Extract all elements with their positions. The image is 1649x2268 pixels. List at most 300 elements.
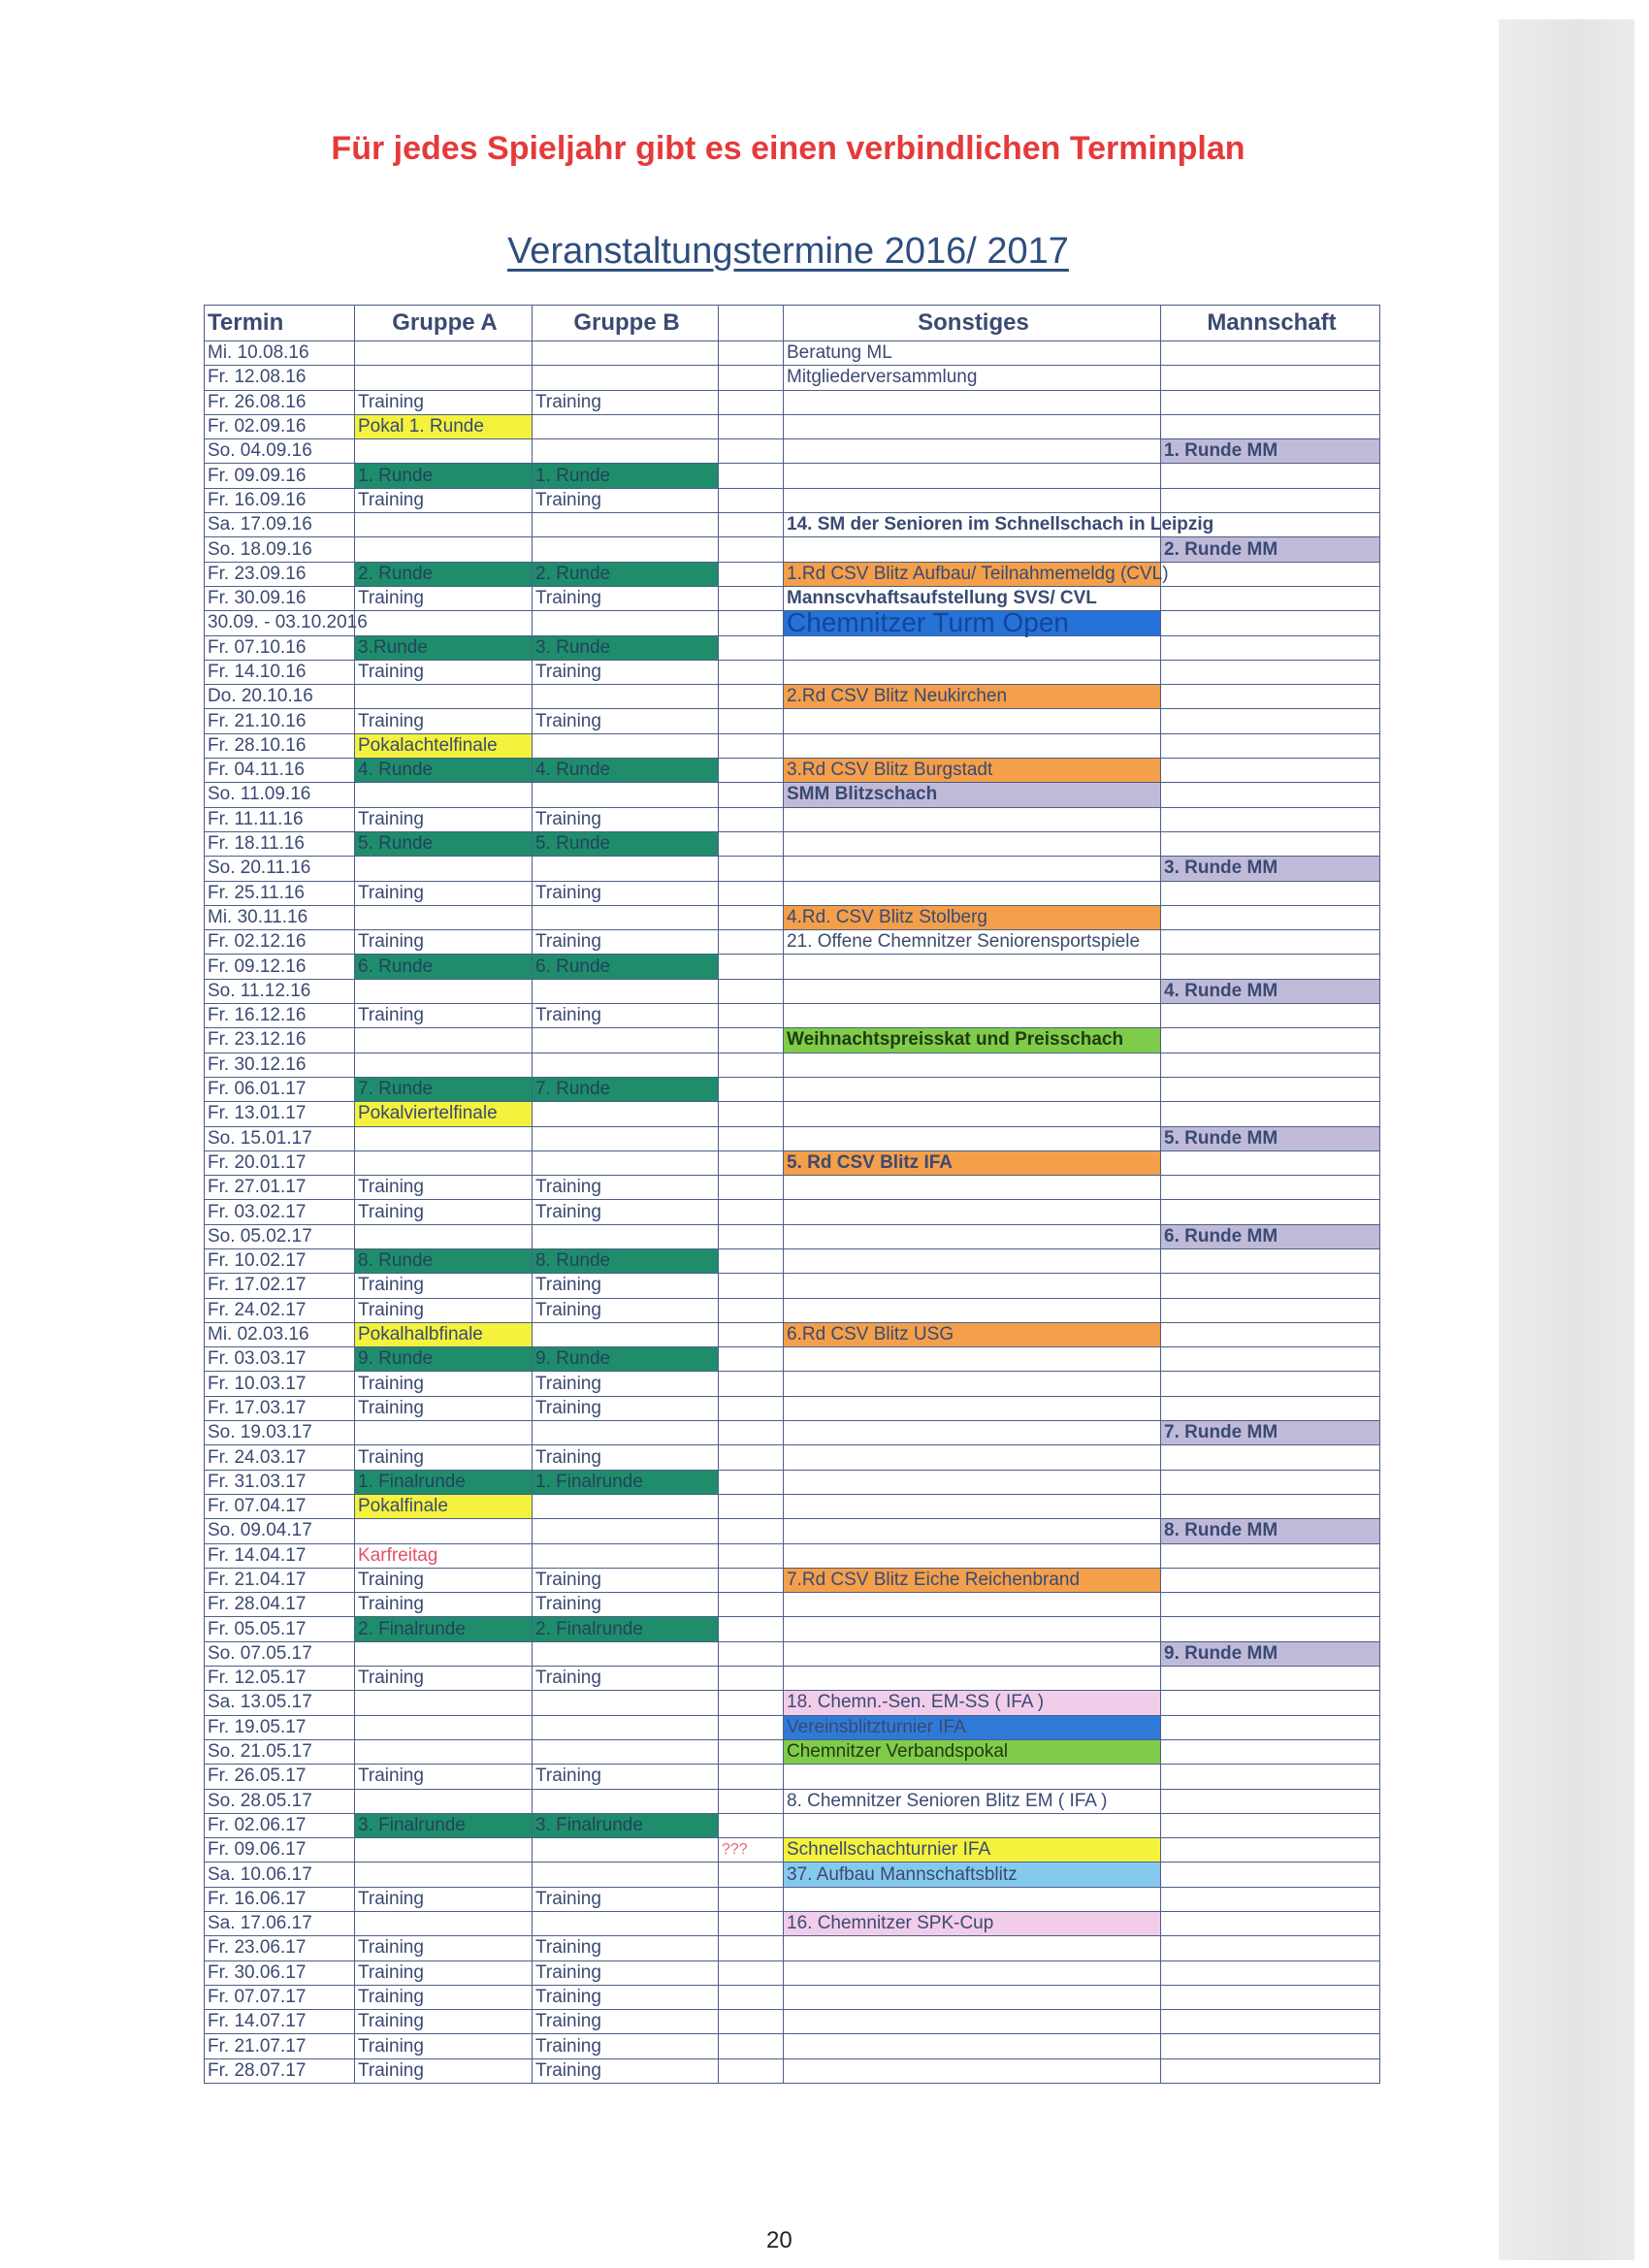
cell-mannschaft [1161,1445,1380,1470]
cell-sonstiges: Chemnitzer Turm Open [784,611,1161,635]
cell-note [719,1863,784,1887]
cell-gruppe-b: 3. Finalrunde [533,1813,719,1837]
cell-sonstiges [784,857,1161,881]
cell-sonstiges: 16. Chemnitzer SPK-Cup [784,1912,1161,1936]
cell-sonstiges [784,1617,1161,1641]
table-row [205,1372,1380,1396]
cell-mannschaft: 3. Runde MM [1161,857,1380,881]
cell-sonstiges: 21. Offene Chemnitzer Seniorensportspiele [784,930,1161,955]
cell-termin: So. 04.09.16 [205,439,355,464]
table-row [205,488,1380,512]
cell-gruppe-a: 9. Runde [355,1347,533,1372]
cell-mannschaft [1161,2010,1380,2034]
cell-mannschaft [1161,1077,1380,1101]
cell-mannschaft [1161,341,1380,366]
cell-gruppe-b: Training [533,488,719,512]
cell-mannschaft [1161,807,1380,831]
table-row [205,2010,1380,2034]
cell-sonstiges [784,1887,1161,1911]
cell-termin: Fr. 21.10.16 [205,709,355,733]
cell-sonstiges [784,1765,1161,1789]
cell-gruppe-b [533,1028,719,1053]
cell-gruppe-b: Training [533,1887,719,1911]
cell-mannschaft: 7. Runde MM [1161,1421,1380,1445]
cell-mannschaft [1161,1494,1380,1518]
cell-mannschaft [1161,1102,1380,1126]
cell-sonstiges [784,1298,1161,1322]
cell-gruppe-a [355,1739,533,1764]
cell-gruppe-b: 1. Runde [533,464,719,488]
table-row [205,1789,1380,1813]
cell-mannschaft [1161,881,1380,905]
cell-sonstiges [784,1641,1161,1666]
column-header-mannschaft: Mannschaft [1161,306,1380,341]
cell-mannschaft [1161,1150,1380,1175]
page-headline: Für jedes Spieljahr gibt es einen verbindlichen Terminplan [331,130,1245,167]
cell-gruppe-b [533,1739,719,1764]
cell-sonstiges [784,1126,1161,1150]
cell-mannschaft: 2. Runde MM [1161,537,1380,562]
cell-note [719,1372,784,1396]
cell-termin: Fr. 03.02.17 [205,1200,355,1224]
cell-termin: Sa. 10.06.17 [205,1863,355,1887]
cell-gruppe-b [533,905,719,929]
cell-termin: Fr. 25.11.16 [205,881,355,905]
cell-gruppe-b [533,1224,719,1248]
cell-gruppe-b: Training [533,1985,719,2009]
cell-note [719,586,784,610]
cell-mannschaft: 8. Runde MM [1161,1519,1380,1543]
cell-gruppe-a: Training [355,2010,533,2034]
cell-gruppe-b: 7. Runde [533,1077,719,1101]
schedule-body [205,341,1380,2084]
cell-gruppe-a: Training [355,390,533,414]
cell-termin: So. 11.12.16 [205,979,355,1003]
cell-mannschaft: 9. Runde MM [1161,1641,1380,1666]
column-header-termin: Termin [205,306,355,341]
table-row [205,1322,1380,1346]
cell-gruppe-a [355,366,533,390]
cell-termin: Sa. 13.05.17 [205,1691,355,1715]
cell-note [719,1641,784,1666]
cell-termin: 30.09. - 03.10.2016 [205,611,355,635]
cell-mannschaft [1161,1053,1380,1077]
cell-sonstiges: Weihnachtspreisskat und Preisschach [784,1028,1161,1053]
cell-termin: So. 11.09.16 [205,783,355,807]
cell-note [719,1224,784,1248]
cell-note [719,390,784,414]
cell-termin: Fr. 09.09.16 [205,464,355,488]
cell-gruppe-a: 5. Runde [355,831,533,856]
cell-gruppe-a: Training [355,709,533,733]
cell-termin: Fr. 09.12.16 [205,955,355,979]
cell-gruppe-b [533,1519,719,1543]
table-row [205,1176,1380,1200]
cell-termin: Fr. 28.04.17 [205,1593,355,1617]
cell-gruppe-a: Training [355,488,533,512]
table-row [205,1347,1380,1372]
table-row [205,1274,1380,1298]
cell-gruppe-a [355,1053,533,1077]
cell-gruppe-a: 8. Runde [355,1248,533,1273]
cell-sonstiges: SMM Blitzschach [784,783,1161,807]
cell-gruppe-a [355,439,533,464]
cell-sonstiges [784,1077,1161,1101]
cell-sonstiges: Vereinsblitzturnier IFA [784,1715,1161,1739]
cell-gruppe-a: Pokalachtelfinale [355,733,533,758]
cell-mannschaft [1161,1543,1380,1568]
cell-note [719,1274,784,1298]
cell-termin: So. 05.02.17 [205,1224,355,1248]
table-row [205,1568,1380,1592]
cell-sonstiges [784,1985,1161,2009]
cell-gruppe-b [533,1126,719,1150]
cell-termin: Fr. 12.08.16 [205,366,355,390]
cell-note [719,1322,784,1346]
cell-termin: Fr. 07.10.16 [205,635,355,660]
cell-mannschaft [1161,1912,1380,1936]
cell-gruppe-b: Training [533,1568,719,1592]
cell-gruppe-b: Training [533,2010,719,2034]
cell-note [719,341,784,366]
cell-sonstiges [784,1200,1161,1224]
cell-note [719,1470,784,1494]
table-row [205,831,1380,856]
cell-gruppe-a [355,1028,533,1053]
cell-gruppe-b [533,611,719,635]
cell-gruppe-a: Training [355,930,533,955]
cell-termin: Fr. 13.01.17 [205,1102,355,1126]
cell-gruppe-a: 6. Runde [355,955,533,979]
cell-gruppe-a [355,1912,533,1936]
cell-note [719,1912,784,1936]
cell-sonstiges [784,2010,1161,2034]
cell-sonstiges [784,709,1161,733]
cell-mannschaft [1161,635,1380,660]
cell-sonstiges [784,1224,1161,1248]
cell-gruppe-a: Training [355,1445,533,1470]
cell-gruppe-a: Training [355,1372,533,1396]
cell-gruppe-b: Training [533,1445,719,1470]
cell-termin: Fr. 12.05.17 [205,1667,355,1691]
table-row [205,1593,1380,1617]
cell-mannschaft [1161,759,1380,783]
cell-gruppe-b: 2. Finalrunde [533,1617,719,1641]
table-row [205,881,1380,905]
cell-mannschaft [1161,1691,1380,1715]
cell-mannschaft [1161,660,1380,684]
cell-sonstiges [784,1494,1161,1518]
cell-sonstiges [784,1445,1161,1470]
cell-gruppe-b: Training [533,1004,719,1028]
cell-gruppe-b: Training [533,1936,719,1960]
cell-mannschaft [1161,414,1380,438]
table-row [205,1715,1380,1739]
column-header-blank [719,306,784,341]
cell-note [719,1421,784,1445]
cell-termin: Fr. 02.12.16 [205,930,355,955]
cell-mannschaft [1161,1248,1380,1273]
table-row [205,1445,1380,1470]
cell-mannschaft [1161,1838,1380,1863]
cell-note [719,414,784,438]
cell-note [719,955,784,979]
table-row [205,1838,1380,1863]
cell-gruppe-b: Training [533,1765,719,1789]
cell-termin: Fr. 23.06.17 [205,1936,355,1960]
cell-note [719,1715,784,1739]
cell-gruppe-a: Training [355,1298,533,1322]
cell-sonstiges [784,2034,1161,2058]
cell-termin: Fr. 26.05.17 [205,1765,355,1789]
cell-gruppe-b: 1. Finalrunde [533,1470,719,1494]
cell-gruppe-a: Pokalhalbfinale [355,1322,533,1346]
cell-sonstiges [784,1470,1161,1494]
cell-sonstiges: 37. Aufbau Mannschaftsblitz [784,1863,1161,1887]
cell-sonstiges [784,881,1161,905]
cell-gruppe-a [355,1224,533,1248]
cell-gruppe-a [355,1421,533,1445]
cell-termin: Fr. 07.04.17 [205,1494,355,1518]
cell-termin: Fr. 10.02.17 [205,1248,355,1273]
table-row [205,2034,1380,2058]
column-header-gruppe-a: Gruppe A [355,306,533,341]
cell-gruppe-a [355,1519,533,1543]
cell-termin: Mi. 02.03.16 [205,1322,355,1346]
table-row [205,807,1380,831]
cell-termin: Fr. 09.06.17 [205,1838,355,1863]
cell-note [719,660,784,684]
cell-mannschaft: 6. Runde MM [1161,1224,1380,1248]
table-row [205,1077,1380,1101]
cell-gruppe-a: Karfreitag [355,1543,533,1568]
cell-mannschaft [1161,2058,1380,2083]
cell-gruppe-b [533,1863,719,1887]
cell-gruppe-b [533,1912,719,1936]
cell-gruppe-a [355,905,533,929]
cell-note [719,857,784,881]
cell-gruppe-a: Training [355,1568,533,1592]
cell-sonstiges [784,488,1161,512]
table-row [205,1028,1380,1053]
cell-termin: Sa. 17.09.16 [205,513,355,537]
cell-note [719,366,784,390]
cell-termin: Do. 20.10.16 [205,685,355,709]
cell-termin: Fr. 18.11.16 [205,831,355,856]
table-row [205,1887,1380,1911]
cell-termin: Fr. 07.07.17 [205,1985,355,2009]
table-row [205,1960,1380,1985]
cell-sonstiges [784,660,1161,684]
table-row [205,1053,1380,1077]
cell-gruppe-b: Training [533,390,719,414]
cell-mannschaft: 5. Runde MM [1161,1126,1380,1150]
cell-gruppe-b [533,1102,719,1126]
cell-mannschaft [1161,1617,1380,1641]
cell-gruppe-a [355,537,533,562]
cell-gruppe-a [355,1126,533,1150]
cell-mannschaft [1161,930,1380,955]
cell-sonstiges [784,831,1161,856]
cell-sonstiges [784,1248,1161,1273]
cell-mannschaft [1161,1347,1380,1372]
table-row [205,1543,1380,1568]
cell-gruppe-a: 3.Runde [355,635,533,660]
cell-sonstiges: Beratung ML [784,341,1161,366]
cell-note [719,1936,784,1960]
cell-gruppe-a: Pokalviertelfinale [355,1102,533,1126]
cell-termin: Fr. 14.04.17 [205,1543,355,1568]
table-row [205,1985,1380,2009]
cell-gruppe-a: Training [355,807,533,831]
cell-mannschaft [1161,733,1380,758]
cell-gruppe-a: Training [355,1960,533,1985]
cell-mannschaft [1161,905,1380,929]
cell-gruppe-b: Training [533,1298,719,1322]
table-row [205,635,1380,660]
table-row [205,1912,1380,1936]
cell-sonstiges [784,1004,1161,1028]
cell-gruppe-b: Training [533,881,719,905]
cell-gruppe-a: Training [355,1667,533,1691]
table-row [205,1224,1380,1248]
table-row [205,1765,1380,1789]
cell-termin: Fr. 16.09.16 [205,488,355,512]
table-row [205,390,1380,414]
cell-gruppe-b: Training [533,709,719,733]
cell-termin: Fr. 23.12.16 [205,1028,355,1053]
cell-gruppe-a [355,1789,533,1813]
cell-gruppe-a [355,857,533,881]
table-row [205,759,1380,783]
cell-sonstiges [784,1667,1161,1691]
cell-gruppe-b [533,979,719,1003]
cell-termin: Mi. 10.08.16 [205,341,355,366]
cell-note [719,1298,784,1322]
cell-mannschaft [1161,562,1380,586]
cell-mannschaft [1161,464,1380,488]
cell-mannschaft [1161,1765,1380,1789]
table-header-row [205,306,1380,341]
cell-gruppe-b: Training [533,660,719,684]
table-row [205,414,1380,438]
cell-gruppe-b: 3. Runde [533,635,719,660]
table-row [205,1691,1380,1715]
cell-termin: So. 28.05.17 [205,1789,355,1813]
cell-gruppe-a: Training [355,660,533,684]
cell-sonstiges [784,733,1161,758]
cell-termin: Fr. 30.09.16 [205,586,355,610]
cell-gruppe-a: 7. Runde [355,1077,533,1101]
cell-note [719,488,784,512]
cell-termin: Fr. 26.08.16 [205,390,355,414]
cell-sonstiges: 6.Rd CSV Blitz USG [784,1322,1161,1346]
cell-mannschaft [1161,1887,1380,1911]
table-row [205,611,1380,635]
cell-mannschaft [1161,1789,1380,1813]
cell-gruppe-a [355,611,533,635]
cell-note [719,1960,784,1985]
cell-note [719,1445,784,1470]
cell-note [719,2034,784,2058]
cell-note [719,807,784,831]
cell-sonstiges: 2.Rd CSV Blitz Neukirchen [784,685,1161,709]
cell-mannschaft [1161,709,1380,733]
cell-note [719,2058,784,2083]
table-row [205,1150,1380,1175]
cell-sonstiges [784,1519,1161,1543]
table-row [205,2058,1380,2083]
cell-gruppe-a [355,1715,533,1739]
table-row [205,685,1380,709]
cell-mannschaft [1161,1274,1380,1298]
cell-note [719,1985,784,2009]
cell-gruppe-b [533,1789,719,1813]
cell-mannschaft [1161,1739,1380,1764]
cell-mannschaft [1161,1863,1380,1887]
table-row [205,1519,1380,1543]
table-row [205,1396,1380,1420]
cell-gruppe-b [533,1715,719,1739]
table-row [205,1298,1380,1322]
cell-gruppe-b: 8. Runde [533,1248,719,1273]
cell-mannschaft [1161,1200,1380,1224]
cell-sonstiges: Mitgliederversammlung [784,366,1161,390]
cell-sonstiges: 7.Rd CSV Blitz Eiche Reichenbrand [784,1568,1161,1592]
cell-gruppe-b [533,1150,719,1175]
cell-gruppe-b: Training [533,1667,719,1691]
cell-gruppe-b [533,1641,719,1666]
cell-termin: Fr. 19.05.17 [205,1715,355,1739]
table-row [205,783,1380,807]
cell-note [719,1200,784,1224]
cell-termin: Fr. 17.03.17 [205,1396,355,1420]
cell-termin: Fr. 02.06.17 [205,1813,355,1837]
cell-note: ??? [719,1838,784,1863]
schedule-table [204,305,1380,2084]
cell-mannschaft: 1. Runde MM [1161,439,1380,464]
cell-gruppe-a: Training [355,1765,533,1789]
cell-mannschaft [1161,783,1380,807]
table-row [205,439,1380,464]
cell-note [719,635,784,660]
cell-termin: Fr. 21.04.17 [205,1568,355,1592]
table-row [205,341,1380,366]
cell-termin: Fr. 14.07.17 [205,2010,355,2034]
cell-note [719,831,784,856]
cell-mannschaft [1161,955,1380,979]
table-row [205,562,1380,586]
page-edge-shade [1499,19,1634,2260]
cell-sonstiges [784,1176,1161,1200]
table-row [205,366,1380,390]
cell-gruppe-b [533,1838,719,1863]
table-row [205,1813,1380,1837]
cell-termin: Fr. 31.03.17 [205,1470,355,1494]
cell-gruppe-a: Training [355,1274,533,1298]
cell-sonstiges [784,807,1161,831]
cell-note [719,685,784,709]
cell-sonstiges: Chemnitzer Verbandspokal [784,1739,1161,1764]
table-row [205,733,1380,758]
cell-gruppe-b [533,733,719,758]
cell-note [719,513,784,537]
cell-termin: Fr. 28.10.16 [205,733,355,758]
cell-note [719,979,784,1003]
cell-termin: So. 19.03.17 [205,1421,355,1445]
cell-mannschaft [1161,488,1380,512]
table-row [205,1641,1380,1666]
